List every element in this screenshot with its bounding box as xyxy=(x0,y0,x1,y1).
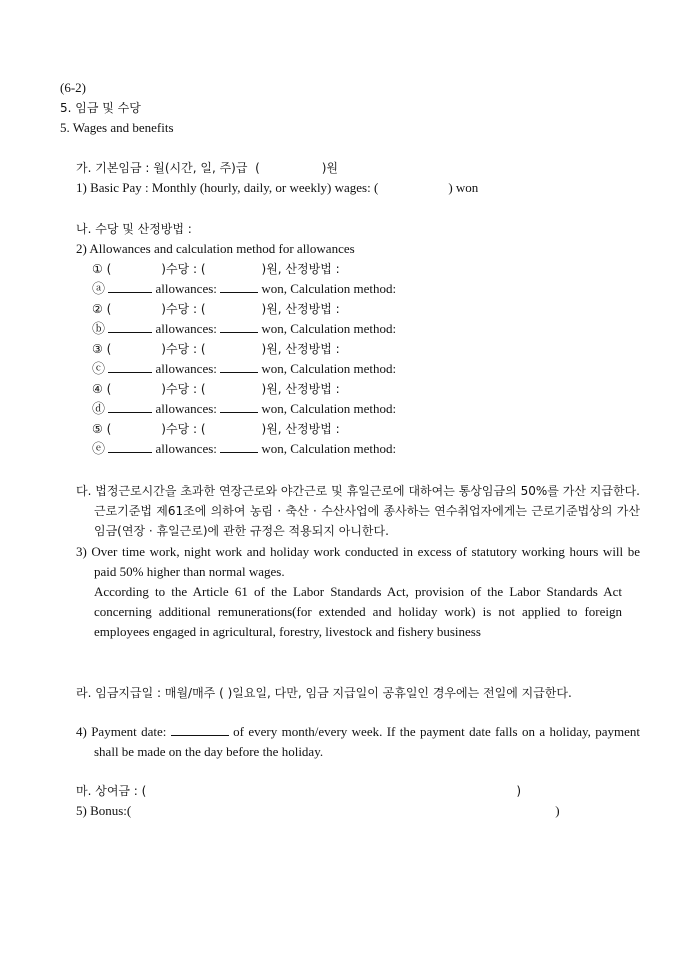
allowance-amount-blank[interactable] xyxy=(220,321,258,333)
allowance-open: ( xyxy=(106,262,112,276)
allowance-num-ko: ② xyxy=(92,302,103,316)
allowance-method-label: )원, 산정방법 : xyxy=(261,342,340,356)
page-ref: (6-2) xyxy=(60,80,86,95)
allowance-open: ( xyxy=(106,422,112,436)
allowance-num-ko: ① xyxy=(92,262,103,276)
allowance-open: ( xyxy=(106,342,112,356)
overtime-ko: 다. 법정근로시간을 초과한 연장근로와 야간근로 및 휴일근로에 대하여는 통상임금의 50%를 가산 지급한다. 근로기준법 제61조에 의하여 농림 · 축산 · 수산사업에 종사하는 연수취업자에게는 근로기준법상의 가산임금(연장 · 휴일근로)에 관한 규정은 적용되지 아니한다. xyxy=(76,484,640,538)
allowance-row-en xyxy=(92,361,396,377)
allowance-row-ko xyxy=(92,421,340,437)
allowance-method-en: won, Calculation method: xyxy=(261,361,397,376)
allowance-type-label: )수당 : ( xyxy=(161,422,206,436)
allowance-label-en: allowances: xyxy=(155,401,217,416)
allowance-method-label: )원, 산정방법 : xyxy=(261,302,340,316)
allowance-label-en: allowances: xyxy=(155,361,217,376)
basic-pay-ko-suffix: )원 xyxy=(321,161,339,175)
allowance-type-label: )수당 : ( xyxy=(161,382,206,396)
allowance-num-ko: ③ xyxy=(92,342,103,356)
basic-pay-en xyxy=(76,180,478,196)
allowance-method-en: won, Calculation method: xyxy=(261,281,397,296)
allowances-heading-ko: 나. 수당 및 산정방법 : xyxy=(76,222,192,236)
allowance-amount-blank[interactable] xyxy=(220,441,258,453)
allowance-method-en: won, Calculation method: xyxy=(261,321,397,336)
allowance-type-label: )수당 : ( xyxy=(161,262,206,276)
allowance-num-en: ⓔ xyxy=(92,441,106,456)
allowance-name-blank[interactable] xyxy=(108,441,152,453)
allowance-num-en: ⓐ xyxy=(92,281,106,296)
allowance-row-en xyxy=(92,441,396,457)
allowance-open: ( xyxy=(106,382,112,396)
basic-pay-en-suffix: ) won xyxy=(448,180,479,195)
allowance-label-en: allowances: xyxy=(155,441,217,456)
allowance-label-en: allowances: xyxy=(155,321,217,336)
payment-date-blank[interactable] xyxy=(171,724,229,736)
bonus-en xyxy=(76,803,560,819)
allowance-row-en xyxy=(92,401,396,417)
allowance-name-blank[interactable] xyxy=(108,281,152,293)
allowance-type-label: )수당 : ( xyxy=(161,302,206,316)
bonus-en-suffix: ) xyxy=(555,803,560,818)
allowance-amount-blank[interactable] xyxy=(220,401,258,413)
allowance-row-ko xyxy=(92,301,340,317)
allowance-name-blank[interactable] xyxy=(108,321,152,333)
bonus-ko-suffix: ) xyxy=(516,784,522,798)
payment-date-ko: 라. 임금지급일 : 매월/매주 ( )일요일, 다만, 임금 지급일이 공휴일인 경우에는 전일에 지급한다. xyxy=(76,686,572,700)
allowance-type-label: )수당 : ( xyxy=(161,342,206,356)
allowance-open: ( xyxy=(106,302,112,316)
allowance-method-label: )원, 산정방법 : xyxy=(261,382,340,396)
overtime-note-en: According to the Article 61 of the Labor Standards Act, provision of the Labor Standards Act concerning additional remunerations(for extended and holiday work) is not applied to foreign employees engaged in agricultural, forestry, livestock and fishery business xyxy=(94,584,622,639)
basic-pay-en-prefix: 1) Basic Pay : Monthly (hourly, daily, or weekly) wages: ( xyxy=(76,180,379,195)
basic-pay-ko xyxy=(76,160,338,176)
bonus-ko-prefix: 마. 상여금 : ( xyxy=(76,784,147,798)
allowance-name-blank[interactable] xyxy=(108,401,152,413)
allowances-heading-en: 2) Allowances and calculation method for allowances xyxy=(76,241,355,256)
allowance-row-en xyxy=(92,281,396,297)
allowance-label-en: allowances: xyxy=(155,281,217,296)
allowance-row-ko xyxy=(92,261,340,277)
allowance-num-ko: ⑤ xyxy=(92,422,103,436)
payment-date-en xyxy=(76,722,640,762)
section-title-en: 5. Wages and benefits xyxy=(60,120,174,135)
bonus-ko xyxy=(76,783,521,799)
allowance-num-en: ⓑ xyxy=(92,321,106,336)
allowance-method-en: won, Calculation method: xyxy=(261,441,397,456)
payment-date-en-prefix: 4) Payment date: xyxy=(76,724,167,739)
allowance-num-en: ⓒ xyxy=(92,361,106,376)
allowance-name-blank[interactable] xyxy=(108,361,152,373)
allowance-method-label: )원, 산정방법 : xyxy=(261,262,340,276)
bonus-en-prefix: 5) Bonus:( xyxy=(76,803,132,818)
allowance-row-en xyxy=(92,321,396,337)
allowance-num-ko: ④ xyxy=(92,382,103,396)
overtime-en: 3) Over time work, night work and holiday work conducted in excess of statutory working hours will be paid 50% higher than normal wages. xyxy=(76,544,640,579)
allowance-num-en: ⓓ xyxy=(92,401,106,416)
section-title-ko: 5. 임금 및 수당 xyxy=(60,101,141,115)
allowance-amount-blank[interactable] xyxy=(220,281,258,293)
allowance-row-ko xyxy=(92,341,340,357)
allowance-method-en: won, Calculation method: xyxy=(261,401,397,416)
allowance-row-ko xyxy=(92,381,340,397)
allowance-amount-blank[interactable] xyxy=(220,361,258,373)
payment-date-en-suffix: of every month/every week. If the payment date falls on a holiday, payment shall be made on the day before the holiday. xyxy=(94,724,641,759)
allowance-method-label: )원, 산정방법 : xyxy=(261,422,340,436)
basic-pay-ko-prefix: 가. 기본임금 : 월(시간, 일, 주)급 ( xyxy=(76,161,260,175)
